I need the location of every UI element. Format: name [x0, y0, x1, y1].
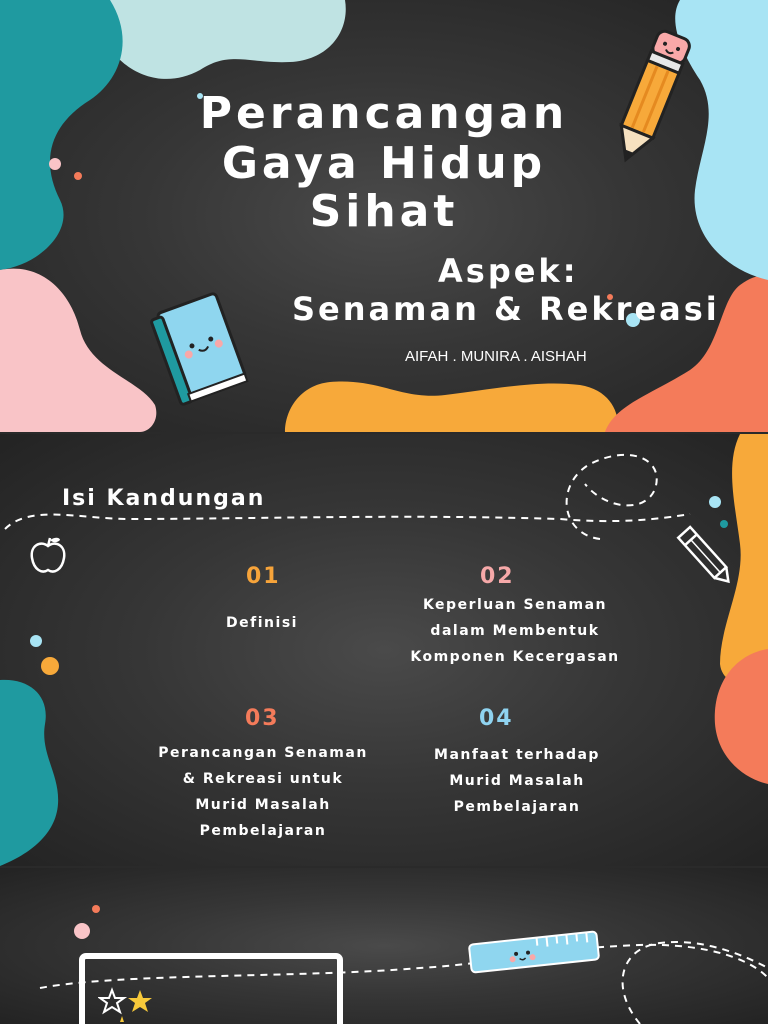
contents-slide	[0, 434, 768, 866]
item-line: Komponen Kecergasan	[410, 649, 620, 665]
apple-icon	[26, 534, 70, 578]
item-number-01: 01	[246, 564, 281, 589]
aspect-label: Aspek:	[438, 252, 579, 290]
book-icon	[148, 282, 258, 407]
item-line: Manfaat terhadap	[434, 747, 600, 763]
ruler-icon	[466, 924, 602, 980]
item-line: Perancangan Senaman	[158, 745, 368, 761]
contents-heading: Isi Kandungan	[62, 486, 266, 511]
item-line: Murid Masalah	[195, 797, 331, 813]
item-line: dalam Membentuk	[430, 623, 600, 639]
item-line: Definisi	[226, 615, 298, 631]
item-number-03: 03	[245, 706, 280, 731]
title-line-3: Sihat	[309, 186, 459, 237]
item-line: Pembelajaran	[199, 823, 327, 839]
item-text-01	[162, 610, 362, 636]
item-number-04: 04	[479, 706, 514, 731]
item-text-02	[400, 592, 630, 670]
title-slide	[0, 0, 768, 432]
item-line: Pembelajaran	[453, 799, 581, 815]
item-line: Murid Masalah	[449, 773, 585, 789]
item-text-04	[402, 742, 632, 820]
item-text-03	[148, 740, 378, 844]
third-slide-partial	[0, 868, 768, 1024]
aspect-value: Senaman & Rekreasi	[292, 290, 720, 328]
authors: AIFAH . MUNIRA . AISHAH	[405, 348, 587, 365]
item-number-02: 02	[480, 564, 515, 589]
title-line-1: Perancangan	[199, 88, 569, 139]
item-line: & Rekreasi untuk	[182, 771, 344, 787]
star-icon	[98, 986, 158, 1024]
item-line: Keperluan Senaman	[422, 597, 608, 613]
chalk-pencil-icon	[674, 518, 736, 590]
title-line-2: Gaya Hidup	[221, 138, 547, 189]
